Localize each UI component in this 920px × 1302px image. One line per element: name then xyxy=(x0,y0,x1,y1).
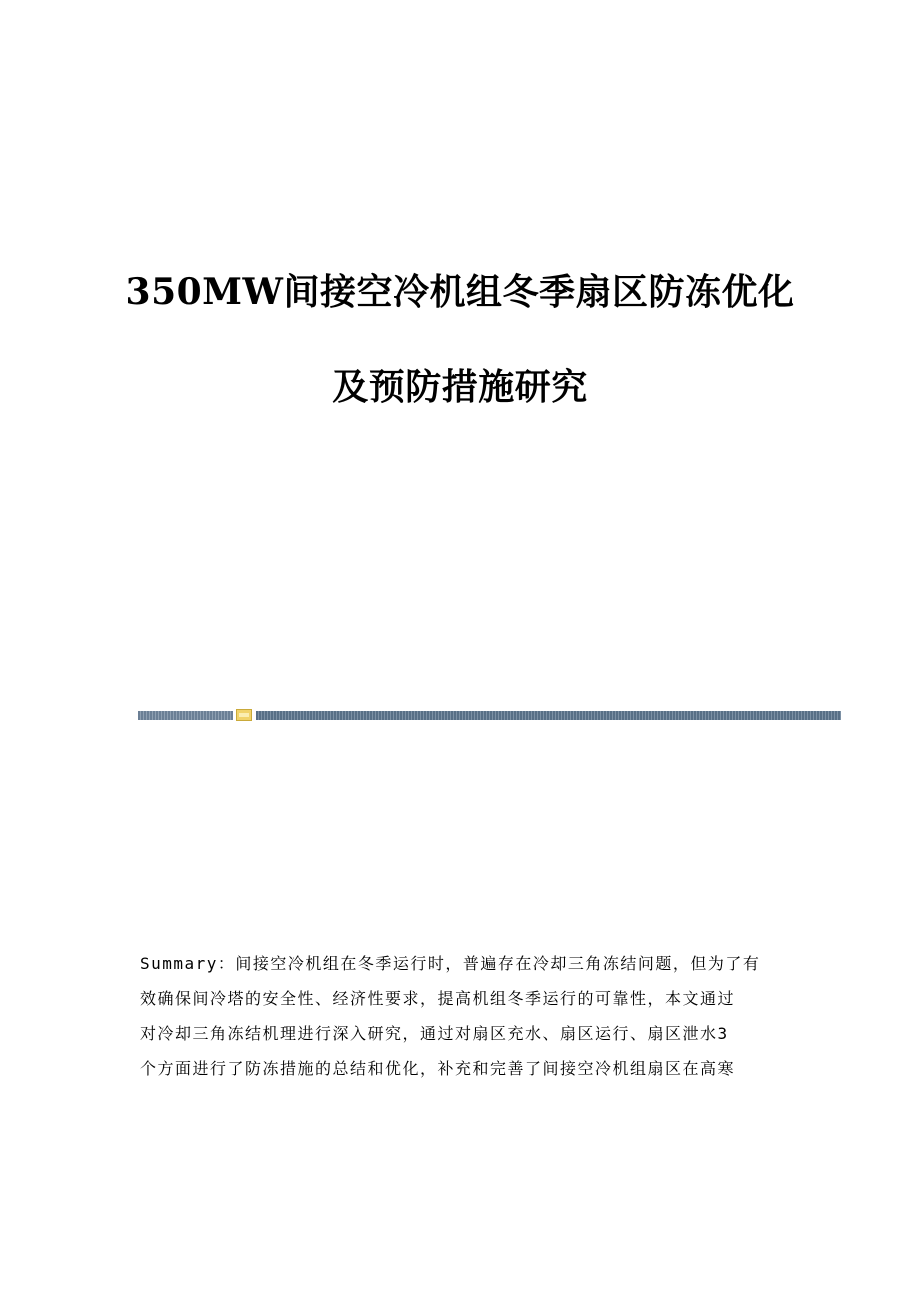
summary-line-4: 个方面进行了防冻措施的总结和优化，补充和完善了间接空冷机组扇区在高寒 xyxy=(140,1059,736,1078)
divider-ornament-icon xyxy=(236,709,252,721)
divider-bar-left xyxy=(138,711,233,720)
document-title-line-2: 及预防措施研究 xyxy=(332,366,588,408)
summary-line-2: 效确保间冷塔的安全性、经济性要求，提高机组冬季运行的可靠性，本文通过 xyxy=(140,989,736,1008)
document-title-line-1: 350MW间接空冷机组冬季扇区防冻优化 xyxy=(125,271,795,313)
title-divider xyxy=(138,711,841,720)
summary-line-3: 对冷却三角冻结机理进行深入研究，通过对扇区充水、扇区运行、扇区泄水3 xyxy=(140,1024,729,1043)
divider-bar-right xyxy=(256,711,841,720)
summary-line-1: Summary：间接空冷机组在冬季运行时，普遍存在冷却三角冻结问题，但为了有 xyxy=(140,954,761,973)
summary-paragraph xyxy=(140,946,790,1086)
